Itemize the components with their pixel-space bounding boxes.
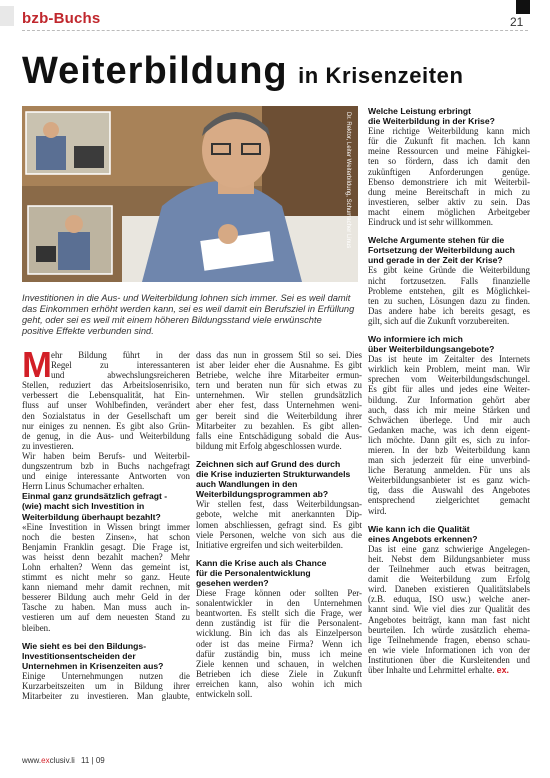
text-line: falls eine Entschädigung sobald die Aus- — [196, 430, 362, 441]
text-line: macht einem möglichen Arbeitgeber — [368, 206, 530, 217]
text-line: beurteilen. Ich würde zusätzlich ehema- — [368, 624, 530, 635]
text-line: Mitarbeiter zu investieren. Man glaubte, — [22, 691, 190, 702]
text-line: dungszentrum bzb in Buchs nachgefragt — [22, 461, 190, 472]
text-line: liche Beratung anmelden. Für uns als — [368, 465, 530, 476]
text-line: Eindruck und ist sehr willkommen. — [368, 217, 493, 228]
text-line: Stellen, reduziert das Arbeitslosenrisiko, — [22, 380, 190, 391]
caption-line: positive Effekte verbunden sind. — [22, 326, 154, 336]
text-line: über Inhalte und Lehrmittel erhalte. — [368, 664, 495, 675]
text-line: dafür zuständig bin, muss ich meine — [196, 648, 362, 659]
text-line-last — [368, 665, 530, 675]
text-line: unternehmen. Wir stellen grundsätzlich — [196, 390, 362, 401]
text-line: Schwächen überlege. Und mir auch — [368, 414, 530, 425]
text-line: sonalentwickler in den Unternehmen — [196, 598, 362, 609]
text-line: bildung mit Erfolg abgeschlossen wurde. — [196, 440, 342, 451]
text-line: nur einiges zu nennen. Es gibt also Grün- — [22, 420, 190, 431]
footer-url-prefix: www. — [22, 756, 42, 765]
text-line: Tasche zu haben. Man muss auch in- — [22, 602, 190, 613]
header-side-bar — [0, 6, 14, 26]
text-line: Es gibt für alles und jedes eine Weiter- — [368, 384, 530, 395]
title-sub: in Krisenzeiten — [298, 63, 464, 88]
footer-url-suffix: clusiv.li — [49, 756, 75, 765]
text-line: bildung. Zur Information gehört aber — [368, 394, 530, 405]
text-line: tern und beraten nun für sich etwas zu — [196, 380, 362, 391]
text-line: aber eher fest, dass Unternehmen weni- — [196, 400, 362, 411]
text-line: Weiterbildungsanbieter ist es ganz wich- — [368, 475, 530, 486]
title-main: Weiterbildung — [22, 50, 288, 92]
text-line: wirklich kein Problem, meint man. Wir — [368, 364, 530, 375]
text-line: Wir stellen fest, dass Weiterbildungsan- — [196, 499, 362, 510]
text-line: was heisst denn bezahlt machen? Mehr — [22, 551, 190, 562]
text-line: ist aber leider eher die Ausnahme. Es gibt — [196, 360, 362, 371]
question-heading: Welche Leistung erbringt — [368, 106, 471, 116]
question-heading: auch Wandlungen in den — [196, 479, 298, 490]
text-line: und abwechslungsreicheren — [51, 370, 190, 381]
photo-credit: Dr. Rektor, Leiter Weiterbildung, Schumacher Linus — [345, 112, 351, 249]
header-rule — [22, 30, 528, 31]
text-line: viele Personen, welche von sich aus die — [196, 529, 362, 540]
text-line: damit die Weiterbildung zum Erfolg — [368, 574, 530, 585]
photo-caption — [22, 293, 356, 337]
text-line: mieren. In der bzb Weiterbildung kann — [368, 445, 530, 455]
question-heading: eines Angebots erkennen? — [368, 533, 478, 544]
text-line: Diese Frage können oder sollten Per- — [196, 588, 362, 599]
text-line: wird. — [368, 505, 387, 516]
text-line: Mitarbeiter zu bezahlen. Es gibt allen- — [196, 420, 362, 431]
author-sign: ex. — [496, 664, 509, 675]
caption-line: geht, oder sei es weil mit einem höheren Bildungsstand viele erwünschte — [22, 315, 322, 325]
text-line: fluss auf unser Wohlbefinden, verändert — [22, 400, 190, 411]
text-line: dung meine Bereitschaft in mich zu — [368, 186, 530, 197]
text-line: entwickeln soll. — [196, 689, 253, 699]
text-line: verbessert die Lebensqualität, hat Ein- — [22, 390, 190, 401]
text-line: Betriebe, welche ihre Mitarbeiter ermun- — [196, 370, 362, 381]
question-heading: Wie sieht es bei den Bildungs- — [22, 640, 147, 651]
text-line: besserer Bildung auch mehr Geld in der — [22, 592, 190, 603]
text-line: lige Teilnehmende fragen, ebenso schau- — [368, 634, 530, 645]
text-line: Ebenso demonstriere ich mit Weiterbil- — [368, 176, 530, 187]
page-number: 21 — [510, 15, 524, 29]
text-line: erreichen kann, also wohin ich mich — [196, 678, 362, 689]
text-line: lomen abschliessen, gefragt sind. Es gibt — [196, 519, 362, 530]
question-heading: Weiterbildungsprogrammen ab? — [196, 489, 329, 500]
question-heading: gesehen werden? — [196, 577, 269, 588]
footer-issue: 11 | 09 — [81, 756, 105, 765]
drop-cap: M — [22, 344, 52, 385]
text-line: nicht fortzusetzen. Falls finanzielle — [368, 275, 530, 286]
text-line: beantworten. Es stellt sich die Frage, wer — [196, 608, 362, 619]
text-line: Betrieben ich diese Ziele in Zukunft — [196, 668, 362, 679]
text-line: Angebotes beiträgt, kann man fast nicht — [368, 614, 530, 625]
text-line: dass das nun in grossem Stil so sei. Dies — [196, 350, 362, 360]
text-line: Regel zu interessanteren — [51, 360, 190, 371]
text-line: und einige interessante Antworten von — [22, 471, 190, 482]
text-line: Initiative ergreifen und sich weiterbilden. — [196, 539, 343, 550]
question-heading: Kann die Krise auch als Chance — [196, 557, 327, 568]
question-heading: Welche Argumente stehen für die — [368, 235, 505, 246]
question-heading: über Weiterbildungsangebote? — [368, 344, 495, 355]
text-line: Das andere habe ich bereits gesagt, es — [368, 305, 530, 316]
text-line: entsprechend zielgerichtet gemacht — [368, 495, 530, 506]
text-line: ger bereit sind die Weiterbildung ihrer — [196, 410, 362, 421]
text-line: (z.B. eduqua, ISO usw.) welche aner- — [368, 594, 530, 605]
text-line: Benjamin Franklin gesagt. Die Frage ist, — [22, 541, 190, 552]
text-line: sprechen vom Weiterbildungsdschungel. — [368, 374, 530, 385]
intro-paragraph — [22, 344, 190, 385]
text-line: man sich jederzeit für eine unverbind- — [368, 455, 530, 466]
photo-illustration — [22, 106, 358, 282]
text-line: lich möchte. Dann gilt es, sich zu infor- — [368, 434, 530, 445]
text-line: Ziele kennen und schauen, in welchen — [196, 658, 362, 669]
question-heading: Investitionsentscheiden der — [22, 650, 136, 661]
footer — [22, 756, 105, 765]
question-heading: Fortsetzung der Weiterbildung auch — [368, 245, 515, 256]
text-line: ten zu suchen, Lösungen dazu zu finden. — [368, 295, 530, 306]
text-line: en wie viele Informationen ich von der — [368, 644, 530, 655]
column-1 — [22, 344, 190, 702]
text-line: ehr Bildung führt in der — [51, 350, 190, 360]
text-line: Kurzarbeitszeiten um in Bildung ihrer — [22, 681, 190, 691]
text-line: wicklung. Bin ich das als Einzelperson — [196, 628, 362, 639]
text-line: Lohn erhalten? Wenn das gemeint ist, — [22, 561, 190, 572]
text-line: Es gibt keine Gründe die Weiterbildung — [368, 265, 530, 276]
text-line: gilt, sich auf die Zukunft vorzubereiten. — [368, 315, 510, 326]
text-line: denn zuständig ist für die Personalent- — [196, 618, 362, 629]
text-line: Wir haben beim Berufs- und Weiterbil- — [22, 450, 190, 461]
question-heading: die Krise induzierten Strukturwandels — [196, 469, 351, 480]
text-line: Einige Unternehmungen nutzen die — [22, 670, 190, 681]
text-line: kann niemand mehr damit rechnen, mit — [22, 582, 190, 593]
text-line: Probleme entstehen, gilt es Möglichkei- — [368, 285, 530, 296]
column-3 — [368, 106, 530, 675]
text-line: den Sozialstatus in der Gesellschaft um — [22, 410, 190, 421]
text-line: für die Zukunft fit machen. Ich kann — [368, 136, 530, 147]
text-line: investieren, selber aktiv zu sein. Das — [368, 196, 530, 207]
question-heading: Unternehmen in Krisenzeiten aus? — [22, 660, 164, 671]
text-line: bleiben. — [22, 622, 51, 633]
article-title — [22, 50, 532, 94]
text-line: «Eine Investition in Wissen bringt immer — [22, 521, 190, 532]
column-2 — [196, 350, 362, 699]
question-heading: Zeichnen sich auf Grund des durch — [196, 458, 341, 469]
text-line: zu investieren. — [22, 440, 74, 451]
question-heading: (wie) macht sich Investition in — [22, 501, 145, 512]
text-line: wird. Daneben existieren Qualitätslabels — [368, 584, 530, 595]
question-heading: Weiterbildung überhaupt bezahlt? — [22, 511, 161, 522]
question-heading: Wie kann ich die Qualität — [368, 523, 470, 534]
text-line: oder ist das meine Firma? Wenn ich — [196, 638, 362, 649]
text-line: stimmt es nicht mehr so ganz. Heute — [22, 572, 190, 583]
text-line: noch die besten Zinsen», hat schon — [22, 531, 190, 542]
text-line: de genug, in die Aus- und Weiterbildung — [22, 430, 190, 441]
text-line: Eine richtige Weiterbildung kann mich — [368, 126, 530, 137]
article-photo — [22, 106, 358, 282]
text-line: der Teilnehmer auch etwas beitragen, — [368, 564, 530, 575]
text-line: meine Ressourcen und meine Fähigkei- — [368, 146, 530, 157]
text-line: Institutionen über die Kursleitenden und — [368, 654, 530, 665]
question-heading: und gerade in der Zeit der Krise? — [368, 255, 503, 266]
question-heading: die Weiterbildung in der Krise? — [368, 116, 495, 127]
text-line: Gedanken mache, was ich denn eigent- — [368, 424, 530, 435]
question-heading: Einmal ganz grundsätzlich gefragt - — [22, 491, 168, 502]
question-heading: für die Personalentwicklung — [196, 567, 311, 578]
caption-line: das Einkommen erhöht werden kann, sei es weil damit ein Berufsziel in Erfüllung — [22, 304, 355, 314]
caption-line: Investitionen in die Aus- und Weiterbildung lohnen sich immer. Sei es weil damit — [22, 293, 351, 303]
footer-url-accent: ex — [41, 756, 50, 765]
text-line: kannt sind. Wie viel dies zur Qualität des — [368, 604, 530, 615]
section-label: bzb-Buchs — [22, 10, 101, 27]
text-line: ten so fördern, dass ich damit den — [368, 156, 530, 167]
text-line: vestieren um auf dem neuesten Stand zu — [22, 612, 190, 623]
text-line: Das ist eine ganz schwierige Angelegen- — [368, 543, 530, 554]
text-line: tig, dass die Auswahl des Angebotes — [368, 485, 530, 496]
question-heading: Wo informiere ich mich — [368, 333, 463, 344]
text-line: auch, dass ich mir meine Stärken und — [368, 404, 530, 415]
text-line: heit. Nebst dem Bildungsanbieter muss — [368, 553, 530, 564]
text-line: zukünftigen Anforderungen genüge. — [368, 166, 530, 177]
text-line: Das ist heute im Zeitalter des Internets — [368, 354, 530, 365]
text-line: gebote, welche mit anerkannten Dip- — [196, 509, 362, 520]
text-line: Herrn Linus Schumacher erhalten. — [22, 481, 145, 492]
corner-mark — [516, 0, 530, 14]
